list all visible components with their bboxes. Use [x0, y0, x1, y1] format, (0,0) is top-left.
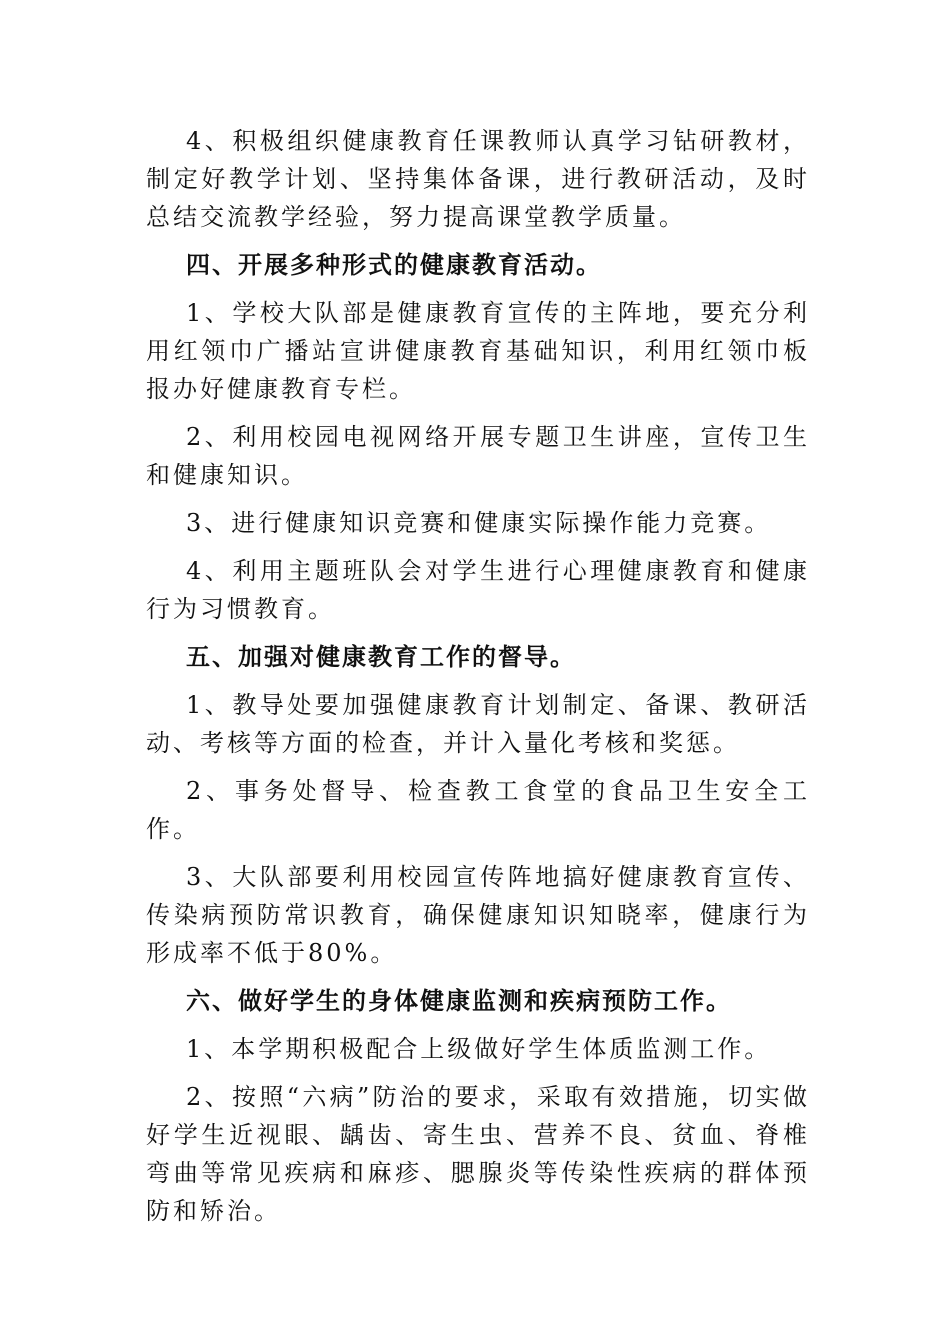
paragraph-item-2-canteen: 2、事务处督导、检查教工食堂的食品卫生安全工作。	[146, 777, 810, 843]
section-heading-4: 四、开展多种形式的健康教育活动。	[186, 251, 602, 279]
paragraph-item-1-monitoring: 1、本学期积极配合上级做好学生体质监测工作。	[186, 1035, 772, 1063]
paragraph-item-3-competition: 3、进行健康知识竞赛和健康实际操作能力竞赛。	[186, 509, 772, 537]
paragraph-item-1-brigade: 1、学校大队部是健康教育宣传的主阵地，要充分利用红领巾广播站宣讲健康教育基础知识，利用红领巾板报办好健康教育专栏。	[146, 299, 810, 403]
section-heading-6: 六、做好学生的身体健康监测和疾病预防工作。	[186, 987, 732, 1015]
paragraph-item-4-class-meeting: 4、利用主题班队会对学生进行心理健康教育和健康行为习惯教育。	[146, 557, 810, 623]
paragraph-item-2-disease-prevention: 2、按照“六病”防治的要求，采取有效措施，切实做好学生近视眼、龋齿、寄生虫、营养不良、贫血、脊椎弯曲等常见疾病和麻疹、腮腺炎等传染性疾病的群体预防和矫治。	[146, 1083, 810, 1225]
paragraph-item-2-tv-lecture: 2、利用校园电视网络开展专题卫生讲座，宣传卫生和健康知识。	[146, 423, 810, 489]
section-heading-5: 五、加强对健康教育工作的督导。	[186, 643, 576, 671]
paragraph-item-4-teaching: 4、积极组织健康教育任课教师认真学习钻研教材，制定好教学计划、坚持集体备课，进行教研活动，及时总结交流教学经验，努力提高课堂教学质量。	[146, 127, 810, 231]
paragraph-item-3-propaganda: 3、大队部要利用校园宣传阵地搞好健康教育宣传、传染病预防常识教育，确保健康知识知晓率，健康行为形成率不低于80%。	[146, 863, 810, 967]
paragraph-item-1-inspection: 1、教导处要加强健康教育计划制定、备课、教研活动、考核等方面的检查，并计入量化考核和奖惩。	[146, 691, 810, 757]
